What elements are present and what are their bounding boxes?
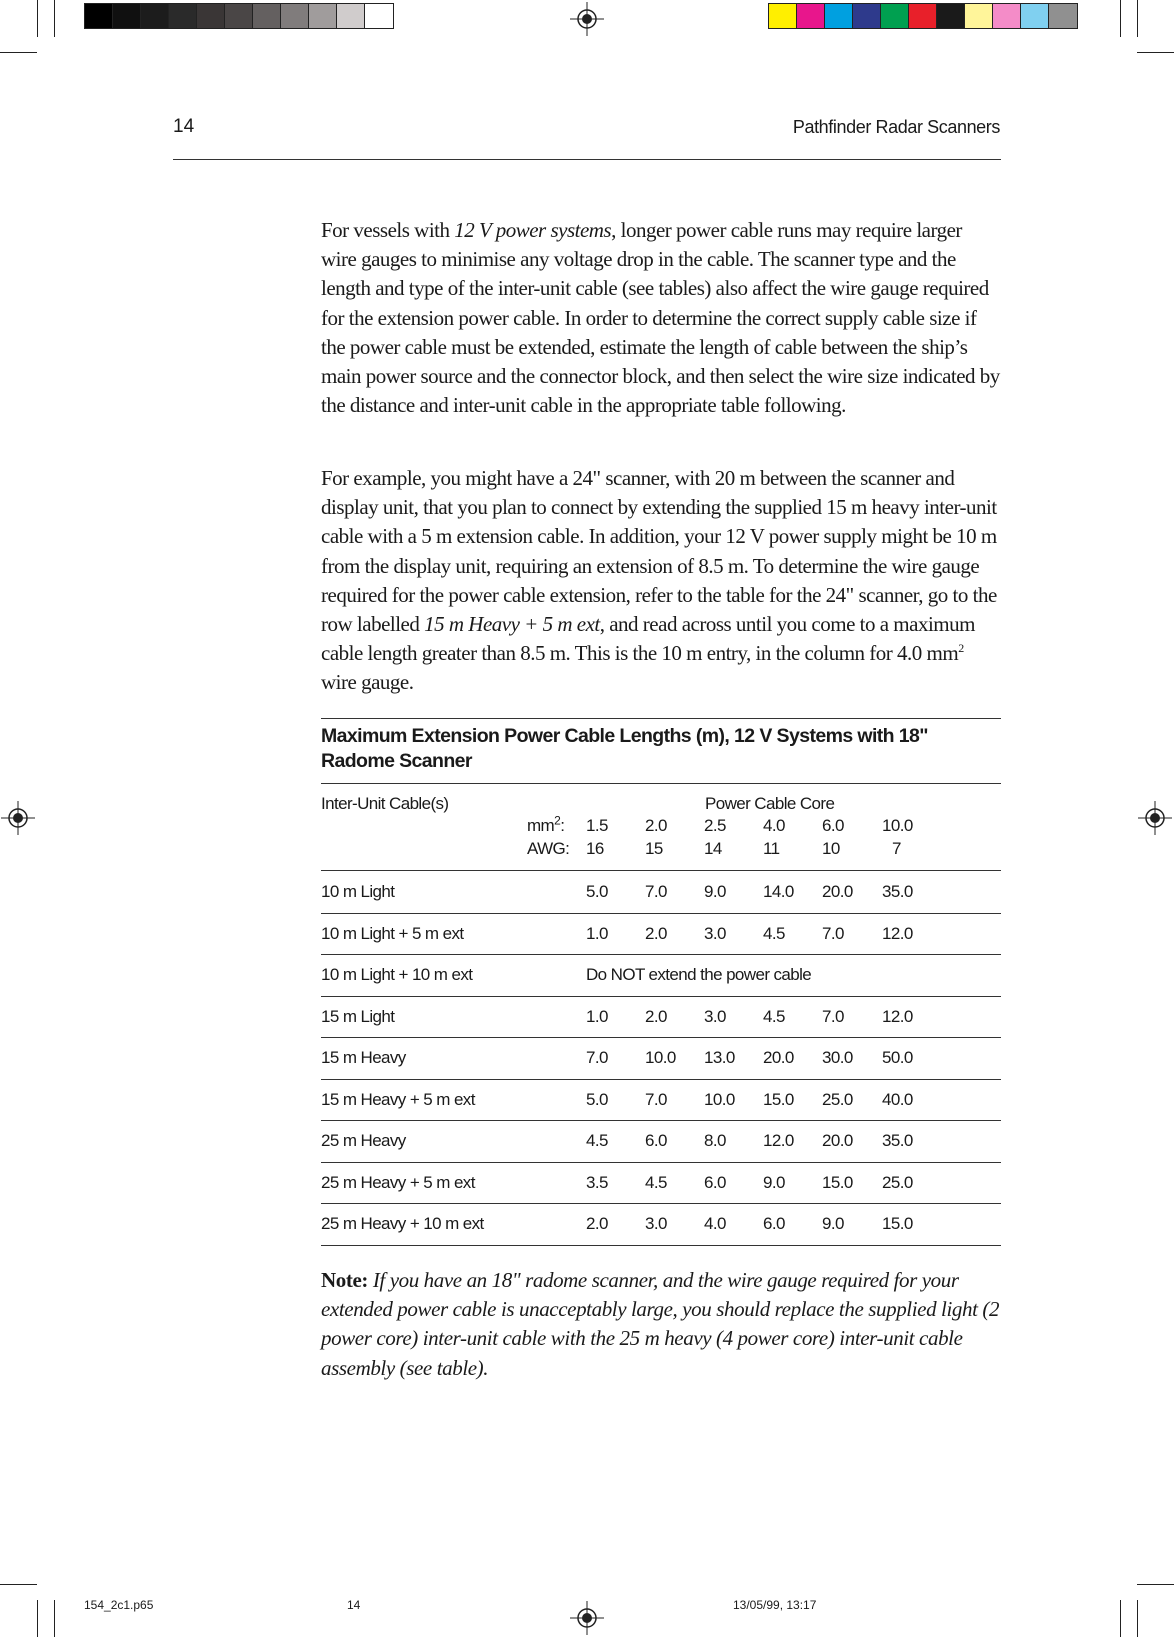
table-cell: 7.0 bbox=[822, 924, 844, 943]
crop-mark bbox=[1137, 52, 1174, 53]
awg-value: 10 bbox=[822, 839, 840, 858]
crop-mark bbox=[1137, 0, 1138, 37]
color-swatch bbox=[1049, 4, 1077, 28]
table-cell: 12.0 bbox=[882, 1007, 913, 1026]
color-swatch bbox=[309, 4, 337, 28]
table-cell: 2.0 bbox=[645, 924, 667, 943]
awg-value: 11 bbox=[763, 839, 780, 858]
table-cell: 7.0 bbox=[645, 882, 667, 901]
color-swatch bbox=[853, 4, 881, 28]
footer-datetime: 13/05/99, 13:17 bbox=[733, 1598, 817, 1612]
table-cell: 5.0 bbox=[586, 1090, 608, 1109]
mm-value: 4.0 bbox=[763, 816, 785, 835]
table-cell: 35.0 bbox=[882, 1131, 913, 1150]
table-row-label: 15 m Heavy bbox=[321, 1048, 406, 1067]
column-header-power-core: Power Cable Core bbox=[705, 794, 835, 813]
table-row-rule bbox=[321, 913, 1001, 914]
crop-mark bbox=[54, 0, 55, 37]
table-row-rule bbox=[321, 1203, 1001, 1204]
color-swatch bbox=[797, 4, 825, 28]
table-cell: 4.5 bbox=[586, 1131, 608, 1150]
table-cell: 14.0 bbox=[763, 882, 794, 901]
color-swatch bbox=[965, 4, 993, 28]
table-row-label: 10 m Light bbox=[321, 882, 395, 901]
color-swatch bbox=[937, 4, 965, 28]
registration-mark-icon bbox=[1138, 801, 1172, 835]
note-paragraph: Note: If you have an 18" radome scanner, and the wire gauge required for your extended power cable is unacceptably large, you should replace the supplied light (2 power core) inter-unit cable with the 25 m heavy (4 power core) inter-unit cable assembly (see table). bbox=[321, 1268, 1000, 1380]
table-cell: 20.0 bbox=[763, 1048, 794, 1067]
table-cell: 3.0 bbox=[704, 1007, 726, 1026]
table-header-rule bbox=[321, 870, 1001, 871]
table-cell: 7.0 bbox=[645, 1090, 667, 1109]
footer-filename: 154_2c1.p65 bbox=[84, 1598, 154, 1612]
color-swatch bbox=[225, 4, 253, 28]
awg-label: AWG: bbox=[527, 839, 570, 858]
awg-value: 7 bbox=[892, 839, 901, 858]
color-swatch bbox=[281, 4, 309, 28]
color-swatch bbox=[1021, 4, 1049, 28]
color-swatch bbox=[113, 4, 141, 28]
table-cell: 50.0 bbox=[882, 1048, 913, 1067]
table-cell: 12.0 bbox=[763, 1131, 794, 1150]
table-bottom-rule bbox=[321, 1245, 1001, 1246]
mm-label: $mm^2$: bbox=[527, 813, 565, 835]
crop-mark bbox=[37, 0, 38, 37]
registration-mark-icon bbox=[570, 2, 604, 36]
color-swatch bbox=[85, 4, 113, 28]
table-cell: 3.0 bbox=[704, 924, 726, 943]
table-cell: 6.0 bbox=[704, 1173, 726, 1192]
table-cell: 1.0 bbox=[586, 1007, 608, 1026]
column-header-cable: Inter-Unit Cable(s) bbox=[321, 794, 449, 813]
running-header: Pathfinder Radar Scanners bbox=[792, 117, 1000, 137]
mm-value: 10.0 bbox=[882, 816, 913, 835]
table-cell: 2.0 bbox=[645, 1007, 667, 1026]
table-cell: 10.0 bbox=[645, 1048, 676, 1067]
color-swatch bbox=[253, 4, 281, 28]
table-top-rule bbox=[321, 718, 1001, 719]
table-title: Maximum Extension Power Cable Lengths (m), 12 V Systems with 18" Radome Scanner bbox=[321, 725, 928, 772]
table-row-rule bbox=[321, 996, 1001, 997]
table-cell: 6.0 bbox=[763, 1214, 785, 1233]
color-swatch bbox=[993, 4, 1021, 28]
table-title-rule bbox=[321, 783, 1001, 784]
table-row-label: 15 m Heavy + 5 m ext bbox=[321, 1090, 475, 1109]
table-cell: 4.0 bbox=[704, 1214, 726, 1233]
table-cell: 20.0 bbox=[822, 882, 853, 901]
awg-value: 14 bbox=[704, 839, 722, 858]
color-swatch bbox=[881, 4, 909, 28]
process-color-bar bbox=[768, 3, 1078, 29]
color-swatch bbox=[141, 4, 169, 28]
table-cell: 13.0 bbox=[704, 1048, 735, 1067]
table-cell: 9.0 bbox=[763, 1173, 785, 1192]
table-cell: 30.0 bbox=[822, 1048, 853, 1067]
table-cell: 40.0 bbox=[882, 1090, 913, 1109]
table-cell: 12.0 bbox=[882, 924, 913, 943]
table-cell: 4.5 bbox=[763, 924, 785, 943]
table-cell: 2.0 bbox=[586, 1214, 608, 1233]
gray-color-bar bbox=[84, 3, 394, 29]
table-cell: 3.0 bbox=[645, 1214, 667, 1233]
table-cell: 3.5 bbox=[586, 1173, 608, 1192]
table-cell: 4.5 bbox=[763, 1007, 785, 1026]
table-row-rule bbox=[321, 1079, 1001, 1080]
table-row-label: 10 m Light + 5 m ext bbox=[321, 924, 464, 943]
awg-value: 15 bbox=[645, 839, 663, 858]
table-row-label: 25 m Heavy + 10 m ext bbox=[321, 1214, 484, 1233]
mm-value: 1.5 bbox=[586, 816, 608, 835]
table-row-rule bbox=[321, 1037, 1001, 1038]
color-swatch bbox=[365, 4, 393, 28]
table-cell: 25.0 bbox=[822, 1090, 853, 1109]
table-cell: 20.0 bbox=[822, 1131, 853, 1150]
table-cell: 1.0 bbox=[586, 924, 608, 943]
table-row-note: Do NOT extend the power cable bbox=[586, 965, 812, 984]
table-cell: 7.0 bbox=[586, 1048, 608, 1067]
registration-mark-icon bbox=[570, 1601, 604, 1635]
crop-mark bbox=[1137, 1600, 1138, 1637]
footer-page: 14 bbox=[347, 1598, 361, 1612]
table-row-label: 25 m Heavy + 5 m ext bbox=[321, 1173, 475, 1192]
paragraph-intro: For vessels with 12 V power systems, longer power cable runs may require larger wire gauges to minimise any voltage drop in the cable. The scanner type and the length and type of the inter-unit cable (see tables) also affect the wire gauge required for the extension power cable. In order to determine the correct supply cable size if the power cable must be extended, estimate the length of cable between the ship’s main power source and the connector block, and then select the wire size indicated by the distance and inter-unit cable in the appropriate table following. bbox=[321, 218, 1000, 418]
table-cell: 4.5 bbox=[645, 1173, 667, 1192]
color-swatch bbox=[825, 4, 853, 28]
mm-value: 6.0 bbox=[822, 816, 844, 835]
awg-value: 16 bbox=[586, 839, 604, 858]
header-rule bbox=[173, 159, 1001, 160]
crop-mark bbox=[1120, 0, 1121, 37]
table-row-label: 25 m Heavy bbox=[321, 1131, 406, 1150]
crop-mark bbox=[1137, 1584, 1174, 1585]
page-number: 14 bbox=[173, 116, 195, 137]
crop-mark bbox=[54, 1600, 55, 1637]
table-cell: 35.0 bbox=[882, 882, 913, 901]
registration-mark-icon bbox=[1, 0, 35, 34]
table-cell: 15.0 bbox=[882, 1214, 913, 1233]
color-swatch bbox=[197, 4, 225, 28]
table-cell: 6.0 bbox=[645, 1131, 667, 1150]
table-cell: 25.0 bbox=[882, 1173, 913, 1192]
table-row-label: 10 m Light + 10 m ext bbox=[321, 965, 473, 984]
mm-value: 2.5 bbox=[704, 816, 726, 835]
color-swatch bbox=[337, 4, 365, 28]
color-swatch bbox=[769, 4, 797, 28]
mm-value: 2.0 bbox=[645, 816, 667, 835]
table-cell: 15.0 bbox=[763, 1090, 794, 1109]
table-cell: 9.0 bbox=[704, 882, 726, 901]
table-row-label: 15 m Light bbox=[321, 1007, 395, 1026]
color-swatch bbox=[909, 4, 937, 28]
table-row-rule bbox=[321, 1162, 1001, 1163]
crop-mark bbox=[0, 1584, 37, 1585]
crop-mark bbox=[1120, 1600, 1121, 1637]
table-cell: 7.0 bbox=[822, 1007, 844, 1026]
registration-mark-icon bbox=[1, 801, 35, 835]
table-cell: 5.0 bbox=[586, 882, 608, 901]
paragraph-example: For example, you might have a 24" scanner, with 20 m between the scanner and display unit, that you plan to connect by extending the supplied 15 m heavy inter-unit cable with a 5 m extension cable. In addition, your 12 V power supply might be 10 m from the display unit, requiring an extension of 8.5 m. To determine the wire gauge required for the power cable extension, refer to the table for the 24" scanner, go to the row labelled 15 m Heavy + 5 m ext, and read across until you come to a maximum cable length greater than 8.5 m. This is the 10 m entry, in the column for 4.0 $mm^2$ wire gauge. bbox=[321, 466, 997, 695]
table-cell: 10.0 bbox=[704, 1090, 735, 1109]
table-cell: 8.0 bbox=[704, 1131, 726, 1150]
table-row-rule bbox=[321, 954, 1001, 955]
crop-mark bbox=[0, 52, 37, 53]
table-cell: 9.0 bbox=[822, 1214, 844, 1233]
table-cell: 15.0 bbox=[822, 1173, 853, 1192]
color-swatch bbox=[169, 4, 197, 28]
crop-mark bbox=[37, 1600, 38, 1637]
table-row-rule bbox=[321, 1120, 1001, 1121]
